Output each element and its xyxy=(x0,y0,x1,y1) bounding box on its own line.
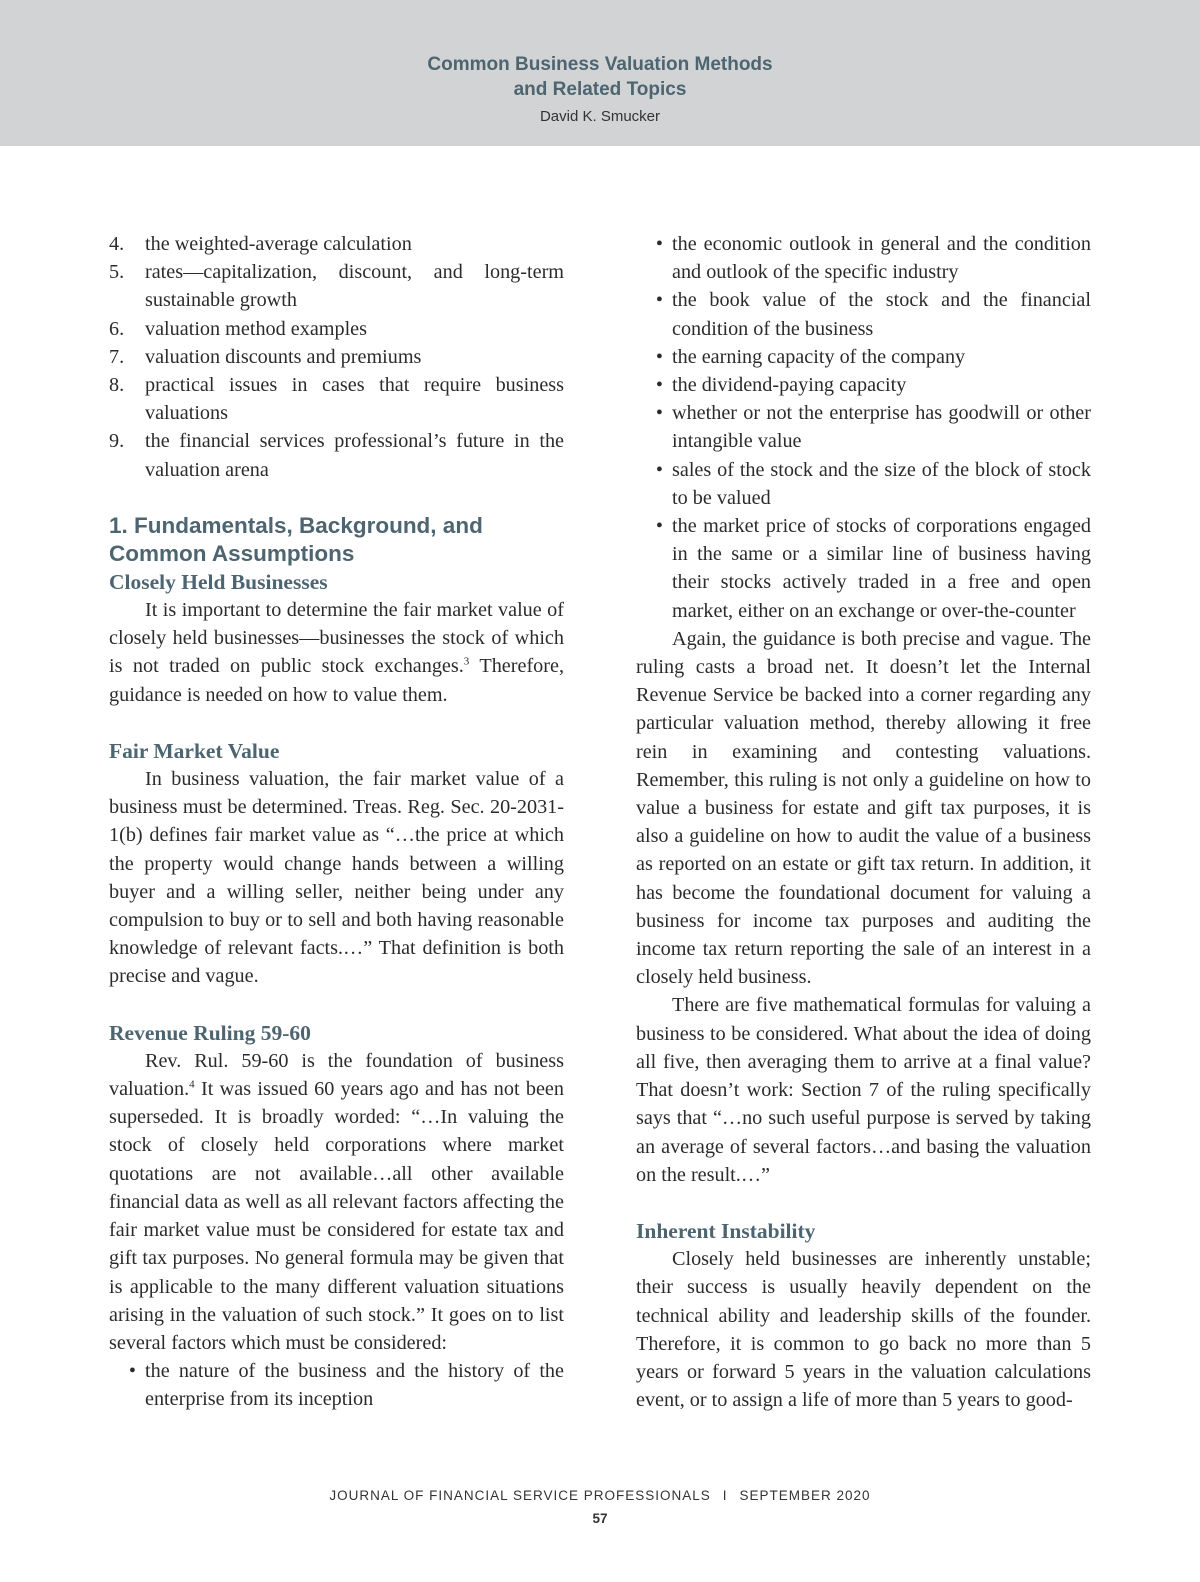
list-item-text: sales of the stock and the size of the block of stock to be valued xyxy=(672,458,1091,509)
list-item xyxy=(109,258,564,314)
paragraph-inherent-instability: Closely held businesses are inherently unstable; their success is usually heavily dependent on the technical ability and leadership skills of the founder. Therefore, it is common to go back no more than 5 years or forward 5 years in the valuation calculations event, or to assign a life of more than 5 years to good- xyxy=(636,1248,1091,1412)
bullet-icon: • xyxy=(655,289,663,312)
list-item xyxy=(109,230,564,258)
list-item-text: the weighted-average calculation xyxy=(145,233,412,255)
bullet-icon: • xyxy=(655,458,663,481)
paragraph-closely-held xyxy=(109,596,564,709)
list-item xyxy=(636,230,1091,286)
list-item-text: the economic outlook in general and the condition and outlook of the specific industry xyxy=(672,233,1091,284)
bullet-icon: • xyxy=(128,1360,136,1383)
list-item xyxy=(109,427,564,483)
subheading-inherent-instability: Inherent Instability xyxy=(636,1218,816,1243)
list-item-text: rates—capitalization, discount, and long-term sustainable growth xyxy=(145,261,564,312)
list-item xyxy=(636,512,1091,625)
list-item-number: 5. xyxy=(109,261,125,284)
bullet-icon: • xyxy=(655,374,663,397)
footer-journal-line xyxy=(0,1488,1200,1503)
paragraph-text: It is important to determine the fair market value of closely held businesses—businesses the stock of which is not traded on public stock exchanges. xyxy=(109,599,564,678)
list-item-text: the market price of stocks of corporations engaged in the same or a similar line of business having their stocks actively traded in a free and open market, either on an exchange or over-the-counter xyxy=(672,515,1091,622)
paragraph-revenue-ruling xyxy=(109,1047,564,1357)
header-banner xyxy=(0,0,1200,146)
list-item-text: practical issues in cases that require business valuations xyxy=(145,374,564,425)
left-column xyxy=(109,230,564,1414)
article-title-line2: and Related Topics xyxy=(513,79,687,100)
list-item xyxy=(109,315,564,343)
bullet-icon: • xyxy=(655,345,663,368)
subheading-fair-market-value: Fair Market Value xyxy=(109,738,280,763)
list-item-number: 8. xyxy=(109,374,125,397)
footnote-marker: 3 xyxy=(463,655,470,668)
journal-name: JOURNAL OF FINANCIAL SERVICE PROFESSIONALS xyxy=(329,1488,711,1503)
section-heading: 1. Fundamentals, Background, and Common Assumptions xyxy=(109,512,483,566)
list-item-number: 6. xyxy=(109,317,125,340)
bullet-icon: • xyxy=(655,402,663,425)
paragraph-fair-market-value: In business valuation, the fair market value of a business must be determined. Treas. Reg. Sec. 20-2031-1(b) defines fair market value as “…the price at which the property would change hands between a willing buyer and a willing seller, neither being under any compulsion to buy or to sell and both having reasonable knowledge of relevant facts.…” That definition is both precise and vague. xyxy=(109,768,564,988)
list-item-text: the earning capacity of the company xyxy=(672,345,966,368)
list-item xyxy=(636,399,1091,455)
list-item-text: the financial services professional’s future in the valuation arena xyxy=(145,430,564,481)
paragraph-again: Again, the guidance is both precise and vague. The ruling casts a broad net. It doesn’t let the Internal Revenue Service be backed into a corner regarding any particular valuation method, thereby allowing it free rein in examining and contesting valuations. Remember, this ruling is not only a guideline on how to value a business for estate and gift tax purposes, it is also a guideline on how to audit the value of a business as reported on an estate or gift tax return. In addition, it has become the foundational document for valuing a business for income tax purposes and auditing the income tax return reporting the sale of an interest in a closely held business. xyxy=(636,627,1091,989)
list-item xyxy=(109,343,564,371)
list-item-text: valuation discounts and premiums xyxy=(145,345,422,368)
list-item xyxy=(636,456,1091,512)
list-item-text: the book value of the stock and the financial condition of the business xyxy=(672,289,1091,340)
footnote-marker: 4 xyxy=(189,1078,195,1091)
list-item-text: whether or not the enterprise has goodwill or other intangible value xyxy=(672,402,1091,453)
topics-numbered-list xyxy=(109,230,564,484)
list-item xyxy=(109,1357,564,1413)
list-item xyxy=(636,371,1091,399)
paragraph-five-formulas: There are five mathematical formulas for valuing a business to be considered. What about the idea of doing all five, then averaging them to arrive at a final value? That doesn’t work: Section 7 of the ruling specifically says that “…no such useful purpose is served by taking an average of several factors…and basing the valuation on the result.…” xyxy=(636,994,1091,1186)
footer-separator: I xyxy=(722,1488,728,1503)
list-item-number: 4. xyxy=(109,233,125,255)
list-item-text: the dividend-paying capacity xyxy=(672,374,907,397)
article-title-line1: Common Business Valuation Methods xyxy=(427,54,773,75)
bullet-icon: • xyxy=(655,515,663,538)
list-item xyxy=(636,343,1091,371)
factors-bullet-list xyxy=(109,1357,564,1413)
subheading-revenue-ruling: Revenue Ruling 59-60 xyxy=(109,1020,311,1045)
list-item xyxy=(636,286,1091,342)
paragraph-text: It was issued 60 years ago and has not been superseded. It is broadly worded: “…In valuing the stock of closely held corporations where market quotations are not available…all other available financial data as well as all relevant factors affecting the fair market value must be considered for estate tax and gift tax purposes. No general formula may be given that is applicable to the many different valuation situations arising in the valuation of such stock.” It goes on to list several factors which must be considered: xyxy=(109,1078,564,1354)
page-footer xyxy=(0,1488,1200,1526)
paragraph-text: Therefore, guidance is needed on how to value them. xyxy=(109,655,564,706)
list-item-text: valuation method examples xyxy=(145,317,368,340)
list-item-number: 9. xyxy=(109,430,125,453)
page-number: 57 xyxy=(592,1511,608,1526)
issue-date: SEPTEMBER 2020 xyxy=(739,1488,871,1503)
right-column xyxy=(636,230,1091,1414)
subheading-closely-held: Closely Held Businesses xyxy=(109,569,328,594)
paragraph-text: Rev. Rul. 59-60 is the foundation of business valuation. xyxy=(109,1049,564,1101)
bullet-icon: • xyxy=(655,233,663,255)
article-author: David K. Smucker xyxy=(539,108,661,125)
list-item-text: the nature of the business and the history of the enterprise from its inception xyxy=(145,1360,564,1411)
factors-bullet-list-continued xyxy=(636,230,1091,625)
list-item-number: 7. xyxy=(109,345,125,368)
list-item xyxy=(109,371,564,427)
